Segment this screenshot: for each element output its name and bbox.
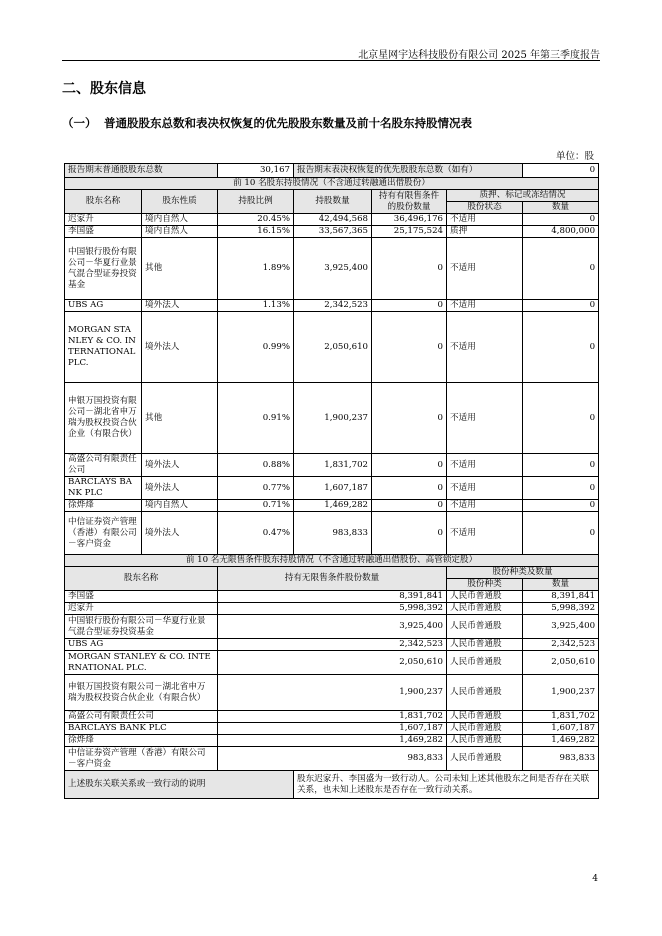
pledge-status: 不适用 xyxy=(447,312,523,383)
share-quantity: 1,831,702 xyxy=(523,711,599,723)
shareholder-name: 中国银行股份有限公司－华夏行业景气混合型证券投资基金 xyxy=(65,238,142,300)
holding-ratio: 1.89% xyxy=(218,238,294,300)
shareholder-row xyxy=(65,383,599,454)
shareholder-name: 迟家升 xyxy=(65,214,142,226)
shareholder-nature: 境外法人 xyxy=(142,512,218,555)
shareholder-row xyxy=(65,512,599,555)
share-type: 人民币普通股 xyxy=(447,711,523,723)
share-type: 人民币普通股 xyxy=(447,639,523,651)
unrestricted-shares: 983,833 xyxy=(218,747,447,771)
shareholder-name: 申银万国投资有限公司－湖北省申万瑞为股权投资合伙企业（有限合伙） xyxy=(65,383,142,454)
col-header-ratio: 持股比例 xyxy=(218,190,294,214)
holding-shares: 983,833 xyxy=(294,512,372,555)
unrestricted-section-title: 前 10 名无限售条件股东持股情况（不含通过转融通出借股份、高管锁定股） xyxy=(65,555,599,567)
share-quantity: 3,925,400 xyxy=(523,615,599,639)
pledge-quantity: 0 xyxy=(523,454,599,477)
holding-shares: 1,831,702 xyxy=(294,454,372,477)
holding-shares: 3,925,400 xyxy=(294,238,372,300)
holding-shares: 2,342,523 xyxy=(294,300,372,312)
shareholder-name: 徐烨烽 xyxy=(65,735,218,747)
shareholder-name: 中信证券资产管理（香港）有限公司－客户资金 xyxy=(65,747,218,771)
shareholder-name: BARCLAYS BANK PLC xyxy=(65,723,218,735)
shareholder-nature: 境外法人 xyxy=(142,312,218,383)
shareholder-name: MORGAN STANLEY & CO. INTERNATIONAL PLC. xyxy=(65,651,218,675)
pledge-quantity: 4,800,000 xyxy=(523,226,599,238)
pledge-quantity: 0 xyxy=(523,477,599,500)
page-number: 4 xyxy=(592,874,598,884)
pledge-status: 不适用 xyxy=(447,383,523,454)
unit-label: 单位：股 xyxy=(555,151,594,162)
holding-ratio: 0.77% xyxy=(218,477,294,500)
pledge-status: 不适用 xyxy=(447,500,523,512)
col-header-shares: 持股数量 xyxy=(294,190,372,214)
col-header-status: 股份状态 xyxy=(447,202,523,214)
unrestricted-shares: 1,831,702 xyxy=(218,711,447,723)
total-holders-value: 30,167 xyxy=(218,164,294,178)
unrestricted-row xyxy=(65,639,599,651)
shareholder-nature: 境外法人 xyxy=(142,454,218,477)
shareholder-table xyxy=(64,163,599,799)
subsection-text: 普通股股东总数和表决权恢复的优先股股东数量及前十名股东持股情况表 xyxy=(104,116,472,130)
pledge-quantity: 0 xyxy=(523,312,599,383)
shareholder-name: 徐烨烽 xyxy=(65,500,142,512)
holding-ratio: 1.13% xyxy=(218,300,294,312)
holding-shares: 33,567,365 xyxy=(294,226,372,238)
shareholder-name: BARCLAYS BANK PLC xyxy=(65,477,142,500)
holding-shares: 2,050,610 xyxy=(294,312,372,383)
shareholder-name: 李国盛 xyxy=(65,226,142,238)
shareholder-name: 高盛公司有限责任公司 xyxy=(65,711,218,723)
restricted-shares: 25,175,524 xyxy=(372,226,447,238)
report-header: 北京星网宇达科技股份有限公司 2025 年第三季度报告 xyxy=(358,50,600,61)
unrestricted-row xyxy=(65,747,599,771)
share-quantity: 983,833 xyxy=(523,747,599,771)
unrestricted-shares: 2,050,610 xyxy=(218,651,447,675)
shareholder-row xyxy=(65,214,599,226)
summary-row xyxy=(65,164,599,178)
share-type: 人民币普通股 xyxy=(447,651,523,675)
pledge-quantity: 0 xyxy=(523,512,599,555)
shareholder-row xyxy=(65,300,599,312)
col-header-name: 股东名称 xyxy=(65,567,218,591)
pledge-status: 不适用 xyxy=(447,477,523,500)
unrestricted-row xyxy=(65,675,599,711)
pledge-status: 不适用 xyxy=(447,454,523,477)
pledge-quantity: 0 xyxy=(523,214,599,226)
share-type: 人民币普通股 xyxy=(447,747,523,771)
top10-section-title: 前 10 名股东持股情况（不含通过转融通出借股份） xyxy=(65,178,599,190)
share-quantity: 1,900,237 xyxy=(523,675,599,711)
share-type: 人民币普通股 xyxy=(447,723,523,735)
pledge-status: 不适用 xyxy=(447,512,523,555)
shareholder-row xyxy=(65,500,599,512)
pledge-quantity: 0 xyxy=(523,300,599,312)
holding-shares: 42,494,568 xyxy=(294,214,372,226)
holding-ratio: 0.71% xyxy=(218,500,294,512)
share-quantity: 2,050,610 xyxy=(523,651,599,675)
section-title: 二、股东信息 xyxy=(62,81,146,97)
restricted-shares: 0 xyxy=(372,312,447,383)
restricted-shares: 0 xyxy=(372,300,447,312)
restricted-shares: 0 xyxy=(372,383,447,454)
shareholder-name: UBS AG xyxy=(65,639,218,651)
shareholder-name: 李国盛 xyxy=(65,591,218,603)
unrestricted-shares: 1,469,282 xyxy=(218,735,447,747)
share-quantity: 5,998,392 xyxy=(523,603,599,615)
restricted-shares: 36,496,176 xyxy=(372,214,447,226)
share-type: 人民币普通股 xyxy=(447,591,523,603)
share-quantity: 2,342,523 xyxy=(523,639,599,651)
share-type: 人民币普通股 xyxy=(447,675,523,711)
pledge-status: 质押 xyxy=(447,226,523,238)
pledge-quantity: 0 xyxy=(523,500,599,512)
restricted-shares: 0 xyxy=(372,500,447,512)
unrestricted-row xyxy=(65,615,599,639)
restricted-shares: 0 xyxy=(372,238,447,300)
share-type: 人民币普通股 xyxy=(447,615,523,639)
unrestricted-row xyxy=(65,735,599,747)
pledge-status: 不适用 xyxy=(447,214,523,226)
unrestricted-row xyxy=(65,603,599,615)
unrestricted-shares: 8,391,841 xyxy=(218,591,447,603)
col-header-type: 股份种类 xyxy=(447,579,523,591)
pledge-status: 不适用 xyxy=(447,300,523,312)
holding-ratio: 0.47% xyxy=(218,512,294,555)
holding-ratio: 0.99% xyxy=(218,312,294,383)
share-quantity: 1,607,187 xyxy=(523,723,599,735)
holding-shares: 1,469,282 xyxy=(294,500,372,512)
shareholder-name: 中国银行股份有限公司－华夏行业景气混合型证券投资基金 xyxy=(65,615,218,639)
shareholder-name: 中信证券资产管理（香港）有限公司－客户资金 xyxy=(65,512,142,555)
shareholder-nature: 境内自然人 xyxy=(142,214,218,226)
header-row xyxy=(65,567,599,579)
shareholder-nature: 境内自然人 xyxy=(142,226,218,238)
restricted-shares: 0 xyxy=(372,454,447,477)
shareholder-name: MORGAN STANLEY & CO. INTERNATIONAL PLC. xyxy=(65,312,142,383)
shareholder-row xyxy=(65,454,599,477)
header-row xyxy=(65,190,599,202)
col-header-unrestricted-shares: 持有无限售条件股份数量 xyxy=(218,567,447,591)
col-header-type-group: 股份种类及数量 xyxy=(447,567,599,579)
relationship-note-label: 上述股东关联关系或一致行动的说明 xyxy=(65,771,294,799)
share-quantity: 1,469,282 xyxy=(523,735,599,747)
unrestricted-shares: 1,900,237 xyxy=(218,675,447,711)
holding-shares: 1,900,237 xyxy=(294,383,372,454)
pledge-quantity: 0 xyxy=(523,383,599,454)
shareholder-row xyxy=(65,226,599,238)
shareholder-row xyxy=(65,238,599,300)
holding-ratio: 0.91% xyxy=(218,383,294,454)
pledge-status: 不适用 xyxy=(447,238,523,300)
shareholder-row xyxy=(65,477,599,500)
col-header-pledge: 质押、标记或冻结情况 xyxy=(447,190,599,202)
preferred-holders-value: 0 xyxy=(523,164,599,178)
shareholder-name: 迟家升 xyxy=(65,603,218,615)
col-header-restricted: 持有有限售条件的股份数量 xyxy=(372,190,447,214)
col-header-qty: 数量 xyxy=(523,202,599,214)
unrestricted-shares: 1,607,187 xyxy=(218,723,447,735)
header-divider xyxy=(62,60,600,61)
unrestricted-row xyxy=(65,711,599,723)
holding-shares: 1,607,187 xyxy=(294,477,372,500)
holding-ratio: 20.45% xyxy=(218,214,294,226)
total-holders-label: 报告期末普通股股东总数 xyxy=(65,164,218,178)
shareholder-nature: 境外法人 xyxy=(142,300,218,312)
share-type: 人民币普通股 xyxy=(447,603,523,615)
unrestricted-shares: 3,925,400 xyxy=(218,615,447,639)
holding-ratio: 16.15% xyxy=(218,226,294,238)
restricted-shares: 0 xyxy=(372,477,447,500)
shareholder-name: 申银万国投资有限公司－湖北省申万瑞为股权投资合伙企业（有限合伙） xyxy=(65,675,218,711)
col-header-name: 股东名称 xyxy=(65,190,142,214)
shareholder-nature: 其他 xyxy=(142,238,218,300)
unrestricted-shares: 5,998,392 xyxy=(218,603,447,615)
note-row xyxy=(65,771,599,799)
share-type: 人民币普通股 xyxy=(447,735,523,747)
pledge-quantity: 0 xyxy=(523,238,599,300)
col-header-qty: 数量 xyxy=(523,579,599,591)
unrestricted-row xyxy=(65,723,599,735)
section-row xyxy=(65,178,599,190)
shareholder-nature: 境外法人 xyxy=(142,477,218,500)
subsection-title xyxy=(62,115,472,131)
col-header-nature: 股东性质 xyxy=(142,190,218,214)
shareholder-name: UBS AG xyxy=(65,300,142,312)
shareholder-name: 高盛公司有限责任公司 xyxy=(65,454,142,477)
preferred-holders-label: 报告期末表决权恢复的优先股股东总数（如有） xyxy=(294,164,523,178)
unrestricted-row xyxy=(65,591,599,603)
restricted-shares: 0 xyxy=(372,512,447,555)
unrestricted-shares: 2,342,523 xyxy=(218,639,447,651)
section-row xyxy=(65,555,599,567)
holding-ratio: 0.88% xyxy=(218,454,294,477)
shareholder-nature: 境内自然人 xyxy=(142,500,218,512)
shareholder-nature: 其他 xyxy=(142,383,218,454)
subsection-number: （一） xyxy=(62,116,97,130)
unrestricted-row xyxy=(65,651,599,675)
share-quantity: 8,391,841 xyxy=(523,591,599,603)
shareholder-row xyxy=(65,312,599,383)
relationship-note-text: 股东迟家升、李国盛为一致行动人。公司未知上述其他股东之间是否存在关联关系，也未知上述股东是否存在一致行动关系。 xyxy=(294,771,599,799)
